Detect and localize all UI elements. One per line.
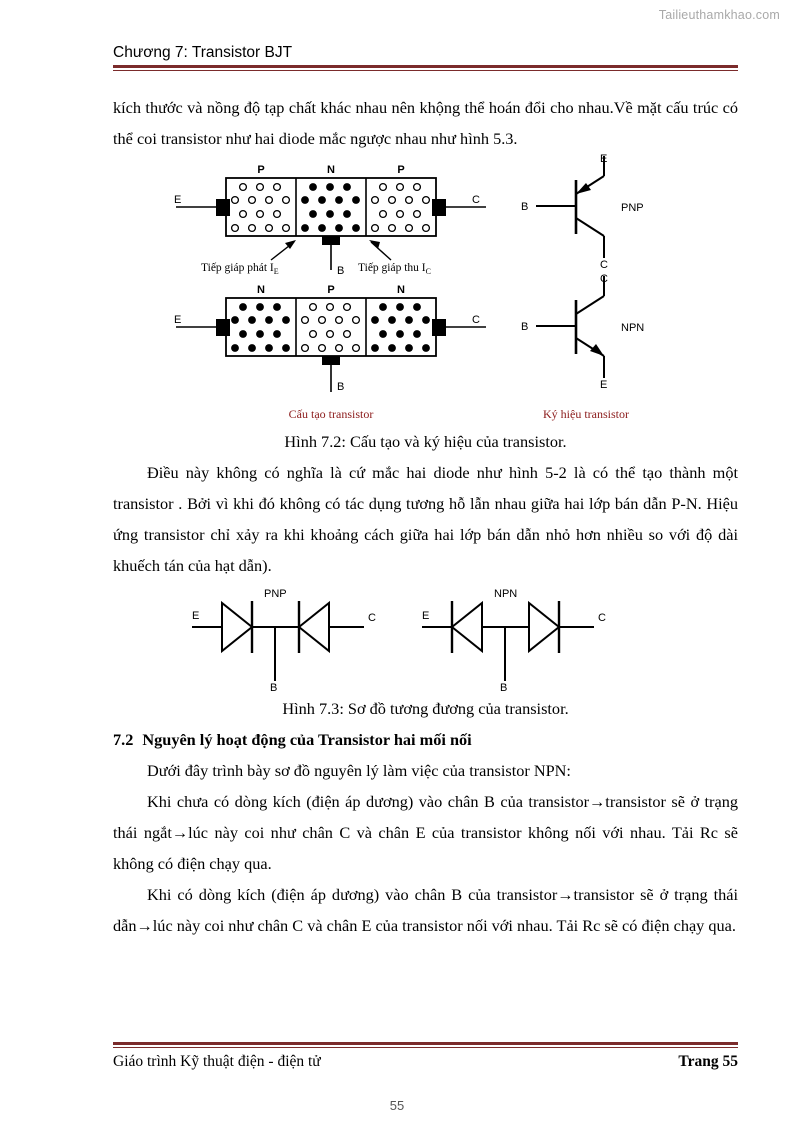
section-number: 7.2 [113, 730, 134, 749]
watermark-text: Tailieuthamkhao.com [658, 8, 780, 22]
paragraph-5: Khi có dòng kích (điện áp dương) vào chân B của transistor→transistor sẽ ở trạng thái dẫn→lúc này coi như chân C và chân E của transistor nối với nhau. Tải Rc sẽ có điện chạy qua. [113, 885, 738, 935]
fig73-right-terminal-e: E [421, 610, 429, 622]
subcaption-structure: Cấu tạo transistor [288, 407, 373, 421]
figure-7-3-svg [186, 581, 666, 693]
paragraph-2: Điều này không có nghĩa là cứ mắc hai diode như hình 5-2 là có thể tạo thành một transistor . Bởi vì khi đó không có tác dụng tương hỗ lẫn nhau giữa hai lớp bán dẫn P-N. Hiệu ứng transistor chỉ xảy ra khi khoảng cách giữa hai lớp bán dẫn nhỏ hơn nhiều so với độ dài khuếch tán của hạt dẫn). [113, 463, 738, 575]
figure-7-3 [113, 581, 738, 693]
scan-page-number: 55 [389, 1098, 405, 1113]
paragraph-3: Dưới đây trình bày sơ đồ nguyên lý làm việc của transistor NPN: [147, 761, 571, 780]
pnp-terminal-e: E [173, 194, 181, 206]
paragraph-4: Khi chưa có dòng kích (điện áp dương) vào chân B của transistor→transistor sẽ ở trạng thái ngắt→lúc này coi như chân C và chân E của transistor không nối với nhau. Tải Rc sẽ không có điện chạy qua. [113, 792, 738, 873]
pnp-symbol-label: PNP [620, 202, 644, 214]
figure-7-2-caption: Hình 7.2: Cấu tạo và ký hiệu của transistor. [284, 432, 567, 451]
npn-terminal-e: E [173, 314, 181, 326]
pnp-region-label-p1: P [256, 164, 265, 176]
fig73-left-terminal-b: B [269, 682, 277, 693]
fig73-left-terminal-e: E [191, 610, 199, 622]
fig73-right-terminal-b: B [499, 682, 507, 693]
npn-terminal-b: B [336, 381, 344, 393]
fig73-left-terminal-c: C [367, 612, 376, 624]
npn-symbol-label: NPN [620, 322, 644, 334]
pnp-symbol-base: B [520, 201, 528, 213]
fig73-right-terminal-c: C [597, 612, 606, 624]
pnp-terminal-c: C [471, 194, 480, 206]
fig73-left-label: PNP [263, 588, 287, 600]
chapter-title: Chương 7: Transistor BJT [113, 44, 293, 61]
section-title: Nguyên lý hoạt động của Transistor hai mối nối [142, 730, 472, 749]
annotation-emitter-junction: Tiếp giáp phát $I_E$ [200, 262, 279, 276]
subcaption-symbol: Ký hiệu transistor [542, 407, 629, 421]
pnp-region-label-n: N [326, 164, 335, 176]
npn-symbol-base: B [520, 321, 528, 333]
paragraph-1: kích thước và nồng độ tạp chất khác nhau nên khộng thể hoán đổi cho nhau.Về mặt cấu trúc có thể coi transistor như hai diode mắc ngược nhau như hình 5.3. [113, 98, 738, 148]
figure-7-3-caption: Hình 7.3: Sơ đồ tương đương của transistor. [282, 699, 569, 718]
npn-terminal-c: C [471, 314, 480, 326]
npn-symbol-collector: C [599, 273, 608, 285]
footer-page-label: Trang 55 [678, 1053, 738, 1070]
pnp-region-label-p2: P [396, 164, 405, 176]
page-footer [113, 1042, 738, 1071]
footer-rule [113, 1042, 738, 1048]
pnp-symbol-collector: C [599, 259, 608, 271]
npn-region-label-p: P [326, 284, 335, 296]
figure-7-2 [113, 154, 738, 426]
footer-left-text: Giáo trình Kỹ thuật điện - điện tử [113, 1053, 321, 1070]
header-rule [113, 65, 738, 71]
npn-region-label-n2: N [396, 284, 405, 296]
figure-7-2-svg [166, 154, 686, 426]
npn-region-label-n1: N [256, 284, 265, 296]
fig73-right-label: NPN [493, 588, 517, 600]
page-content [113, 92, 738, 941]
npn-emitter-arrow [590, 344, 604, 356]
npn-symbol-emitter: E [599, 379, 607, 391]
page-header [113, 44, 738, 71]
pnp-symbol-emitter: E [599, 154, 607, 165]
annotation-collector-junction: Tiếp giáp thu $I_C$ [357, 262, 431, 276]
section-heading [113, 724, 738, 755]
pnp-terminal-b: B [336, 265, 344, 277]
